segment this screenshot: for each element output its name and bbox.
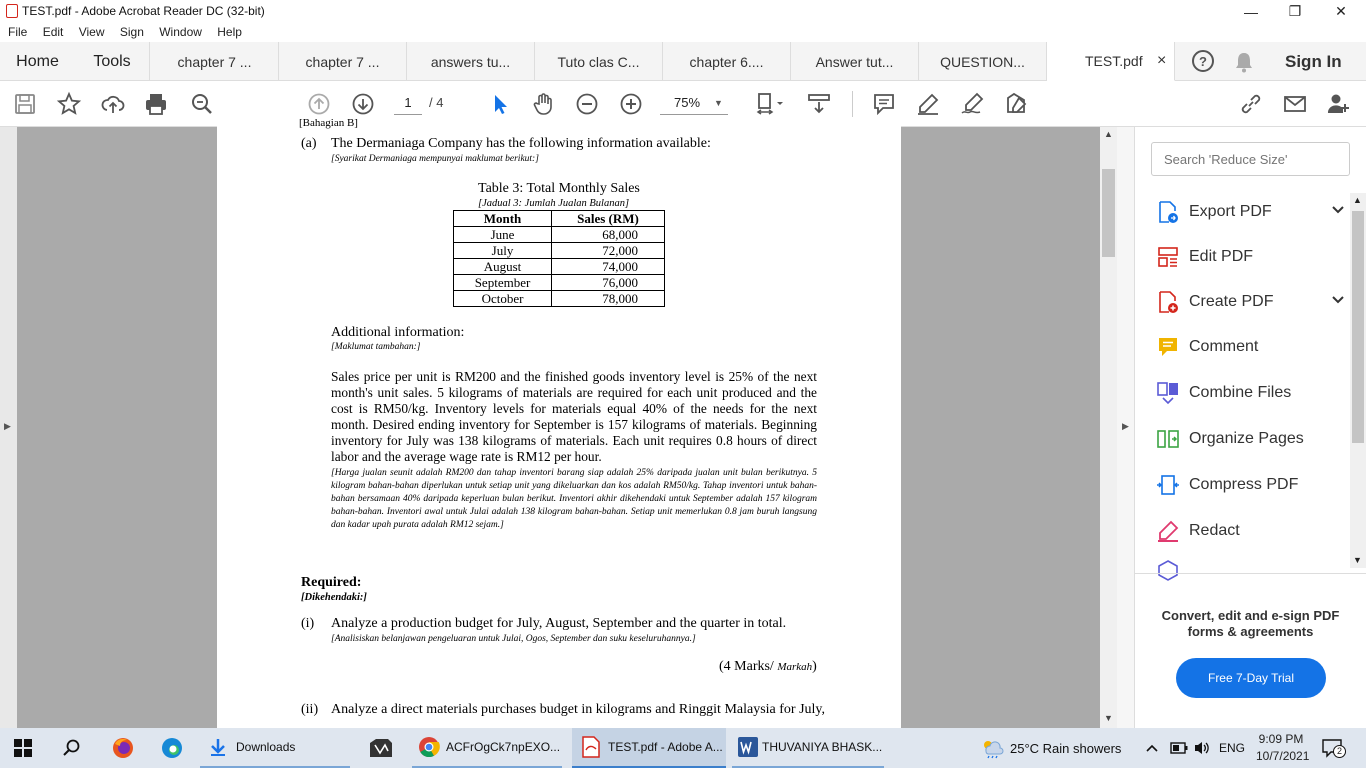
create-pdf-icon: [1155, 289, 1181, 315]
pdf-page: [217, 117, 901, 757]
tool-label: Combine Files: [1189, 384, 1292, 401]
table-row: [454, 259, 665, 275]
taskbar-acrobat[interactable]: [572, 728, 726, 768]
zoom-level-value: 75%: [674, 95, 701, 110]
tool-combine-files[interactable]: [1155, 373, 1355, 413]
save-icon[interactable]: [10, 81, 40, 127]
part-a-text-ms: [Syarikat Dermaniaga mempunyai maklumat berikut:]: [331, 154, 539, 164]
tool-organize-pages[interactable]: [1155, 419, 1355, 459]
tool-label: Export PDF: [1189, 203, 1272, 220]
scroll-up-arrow-icon[interactable]: ▲: [1353, 195, 1362, 205]
table-row: [454, 243, 665, 259]
export-pdf-icon: [1155, 199, 1181, 225]
tool-label: Comment: [1189, 338, 1259, 355]
question-i-text-ms: [Analisiskan belanjawan pengeluaran untuk Julai, Ogos, September dan suku keseluruhannya.]: [331, 634, 696, 644]
menu-view[interactable]: View: [78, 25, 105, 39]
tool-search-input[interactable]: [1151, 142, 1350, 176]
windows-start-icon[interactable]: [14, 728, 32, 768]
table-row: [454, 227, 665, 243]
tool-compress-pdf[interactable]: [1155, 465, 1355, 505]
document-scrollbar[interactable]: [1100, 127, 1117, 728]
print-icon[interactable]: [141, 81, 171, 127]
question-i-marks: [719, 659, 817, 675]
scroll-down-arrow-icon[interactable]: ▼: [1104, 713, 1113, 723]
windows-taskbar: [0, 728, 1366, 768]
tool-label: Compress PDF: [1189, 476, 1299, 493]
fill-sign-icon[interactable]: [1001, 81, 1031, 127]
chevron-down-icon[interactable]: [1331, 292, 1345, 310]
sign-pen-icon[interactable]: [957, 81, 987, 127]
tool-edit-pdf[interactable]: [1155, 237, 1355, 277]
taskbar-chrome[interactable]: [412, 728, 562, 768]
upload-cloud-icon[interactable]: [98, 81, 128, 127]
clock[interactable]: [1256, 731, 1310, 765]
promo-text: Convert, edit and e-sign PDF forms & agreements: [1161, 608, 1340, 639]
additional-info-heading-ms: [Maklumat tambahan:]: [331, 342, 421, 352]
table-header: Sales (RM): [552, 211, 665, 227]
required-heading: Required:: [301, 575, 362, 590]
part-a-label: (a): [301, 136, 317, 151]
taskbar-label: Downloads: [236, 740, 296, 754]
marks-label: (4 Marks/: [719, 659, 774, 674]
sales-table: [453, 210, 665, 307]
scrollbar-thumb[interactable]: [1352, 211, 1364, 443]
toolbar-divider: [852, 91, 853, 117]
minimize-button[interactable]: —: [1244, 3, 1258, 20]
title-bar: [0, 0, 1366, 23]
tool-create-pdf[interactable]: [1155, 282, 1355, 322]
menu-sign[interactable]: Sign: [119, 25, 144, 39]
collapse-right-panel-icon[interactable]: ▶: [1122, 421, 1129, 431]
table-title-ms: [Jadual 3: Jumlah Jualan Bulanan]: [478, 198, 630, 209]
tab-doc-chapter7a[interactable]: chapter 7 ...: [151, 42, 279, 81]
part-a-text: The Dermaniaga Company has the following information available:: [331, 136, 711, 151]
sign-in-link[interactable]: Sign In: [1285, 52, 1342, 71]
menu-bar: [0, 23, 1366, 42]
document-view[interactable]: [17, 117, 1100, 728]
sales-cell: 74,000: [552, 259, 665, 275]
clock-date: 10/7/2021: [1256, 749, 1310, 763]
month-cell: June: [454, 227, 552, 243]
email-icon[interactable]: [1280, 81, 1310, 127]
bookmark-star-icon[interactable]: [54, 81, 84, 127]
tab-doc-test[interactable]: [1047, 42, 1175, 81]
notification-center-icon[interactable]: [1322, 738, 1344, 758]
restore-button[interactable]: ❐: [1288, 3, 1302, 19]
tool-label: Create PDF: [1189, 293, 1274, 310]
show-hidden-icons-chevron-up-icon[interactable]: [1145, 728, 1159, 768]
organize-pages-icon: [1155, 426, 1181, 452]
sales-cell: 78,000: [552, 291, 665, 307]
compress-pdf-icon: [1155, 472, 1181, 498]
info-paragraph: Sales price per unit is RM200 and the finished goods inventory level is 25% of the next month's unit sales. 5 kilograms of materials are required for each unit produced and the cost is RM50/kg. Inventory levels for materials equal 40% of the needs for the next month. Desired ending inventory for September is 157 kilograms of materials. Beginning inventory for July was 138 kilograms of materials. Each unit requires 0.8 hours of direct labor and the average wage rate is RM12 per hour.: [331, 369, 817, 464]
month-cell: September: [454, 275, 552, 291]
marks-label-ms: Markah: [777, 661, 813, 673]
tab-label: TEST.pdf: [1085, 53, 1143, 69]
unknown-app-icon[interactable]: [368, 728, 394, 768]
question-i-text: Analyze a production budget for July, August, September and the quarter in total.: [331, 616, 787, 631]
month-cell: October: [454, 291, 552, 307]
zoom-level-select[interactable]: [660, 93, 728, 115]
clock-time: 9:09 PM: [1258, 732, 1304, 746]
taskbar-weather[interactable]: [980, 728, 1121, 768]
month-cell: July: [454, 243, 552, 259]
menu-file[interactable]: File: [8, 25, 28, 39]
highlight-pen-icon[interactable]: [913, 81, 943, 127]
menu-edit[interactable]: Edit: [42, 25, 64, 39]
menu-help[interactable]: Help: [217, 25, 242, 39]
table-title: Table 3: Total Monthly Sales: [478, 181, 640, 196]
table-header-row: [454, 211, 665, 227]
tab-home[interactable]: Home: [16, 52, 59, 70]
tool-partially-visible[interactable]: [1155, 557, 1345, 573]
chevron-down-icon[interactable]: [1331, 202, 1345, 220]
battery-icon[interactable]: [1170, 728, 1188, 768]
notifications-bell-icon[interactable]: [1234, 51, 1254, 78]
help-icon[interactable]: ?: [1192, 50, 1214, 72]
search-icon[interactable]: [63, 728, 81, 768]
tools-pane: [1135, 127, 1366, 728]
tab-doc-tuto[interactable]: Tuto clas C...: [535, 42, 663, 81]
taskbar-word[interactable]: [732, 728, 884, 768]
share-link-icon[interactable]: [1236, 81, 1266, 127]
volume-icon[interactable]: [1193, 728, 1211, 768]
info-paragraph-ms: [Harga jualan seunit adalah RM200 dan tahap inventori barang siap adalah 25% daripada jualan unit bulan berikutnya. 5 kilogram bahan-bahan diperlukan untuk setiap unit yang dikeluarkan dan kos adalah RM50/kg. Tahap inventori untuk bahan-bahan bersamaan 40% daripada keperluan bulan berikut. Inventori akhir dikehendaki untuk September adalah 157 kilogram bahan-bahan. Inventori awal untuk Julai adalah 138 kilogram bahan-bahan. Setiap unit memerlukan 0.8 jam buruh langsung dan kadar upah purata adalah RM12 sejam.]: [331, 468, 817, 530]
free-trial-button[interactable]: Free 7-Day Trial: [1176, 658, 1326, 698]
tool-label: Redact: [1189, 522, 1240, 539]
right-panel-toggle-strip: [1117, 127, 1135, 728]
left-panel-collapsed: [0, 127, 17, 728]
tool-redact[interactable]: [1155, 511, 1355, 551]
weather-text: 25°C Rain showers: [1010, 740, 1122, 756]
table-header: Month: [454, 211, 552, 227]
tab-doc-chapter7b[interactable]: chapter 7 ...: [279, 42, 407, 81]
page-number-input[interactable]: 1: [394, 93, 422, 115]
taskbar-downloads[interactable]: [200, 728, 350, 768]
promo-divider: [1135, 573, 1366, 574]
tool-export-pdf[interactable]: [1155, 192, 1355, 232]
chevron-down-icon: ▼: [714, 98, 723, 108]
input-language[interactable]: ENG: [1219, 741, 1246, 755]
tool-label: Organize Pages: [1189, 430, 1304, 447]
combine-files-icon: [1155, 380, 1181, 406]
close-window-button[interactable]: ✕: [1335, 3, 1347, 19]
month-cell: August: [454, 259, 552, 275]
marks-label-end: ): [812, 659, 817, 674]
scrollbar-thumb[interactable]: [1102, 169, 1115, 257]
taskbar-label: THUVANIYA BHASK...: [762, 740, 883, 754]
close-tab-icon[interactable]: ×: [1157, 52, 1167, 69]
comment-tool-icon: [1155, 334, 1181, 360]
tools-scrollbar[interactable]: [1350, 193, 1366, 568]
question-ii-text: Analyze a direct materials purchases budget in kilograms and Ringgit Malaysia for July,: [331, 702, 826, 717]
question-i-label: (i): [301, 616, 315, 631]
menu-window[interactable]: Window: [159, 25, 202, 39]
question-ii-label: (ii): [301, 702, 319, 717]
taskbar-label: ACFrOgCk7npEXO...: [446, 740, 561, 754]
tab-doc-answer-tut[interactable]: Answer tut...: [791, 42, 919, 81]
sales-cell: 72,000: [552, 243, 665, 259]
firefox-icon[interactable]: [111, 728, 135, 768]
tab-tools[interactable]: Tools: [75, 42, 150, 81]
table-row: [454, 291, 665, 307]
table-row: [454, 275, 665, 291]
sales-cell: 76,000: [552, 275, 665, 291]
zoom-search-icon[interactable]: [187, 81, 217, 127]
add-user-icon[interactable]: [1323, 81, 1353, 127]
section-header: [Bahagian B]: [299, 117, 358, 129]
acrobat-app-icon: [6, 4, 18, 18]
tab-bar: [0, 42, 1366, 81]
additional-info-heading: Additional information:: [331, 325, 465, 340]
edit-pdf-icon: [1155, 244, 1181, 270]
sales-cell: 68,000: [552, 227, 665, 243]
tab-doc-question[interactable]: QUESTION...: [919, 42, 1047, 81]
redact-icon: [1155, 518, 1181, 544]
tab-doc-answers[interactable]: answers tu...: [407, 42, 535, 81]
taskbar-label: TEST.pdf - Adobe A...: [608, 740, 723, 754]
scroll-down-arrow-icon[interactable]: ▼: [1353, 555, 1362, 565]
expand-left-panel-icon[interactable]: ▶: [4, 421, 11, 431]
edge-icon[interactable]: [160, 728, 184, 768]
window-title: TEST.pdf - Adobe Acrobat Reader DC (32-bit): [22, 4, 265, 18]
notification-count-badge: 2: [1333, 745, 1346, 758]
tool-label: Edit PDF: [1189, 248, 1254, 265]
tab-doc-chapter6[interactable]: chapter 6....: [663, 42, 791, 81]
scroll-up-arrow-icon[interactable]: ▲: [1104, 129, 1113, 139]
required-heading-ms: [Dikehendaki:]: [301, 592, 367, 603]
total-pages: / 4: [429, 95, 444, 110]
tool-comment[interactable]: [1155, 327, 1355, 367]
